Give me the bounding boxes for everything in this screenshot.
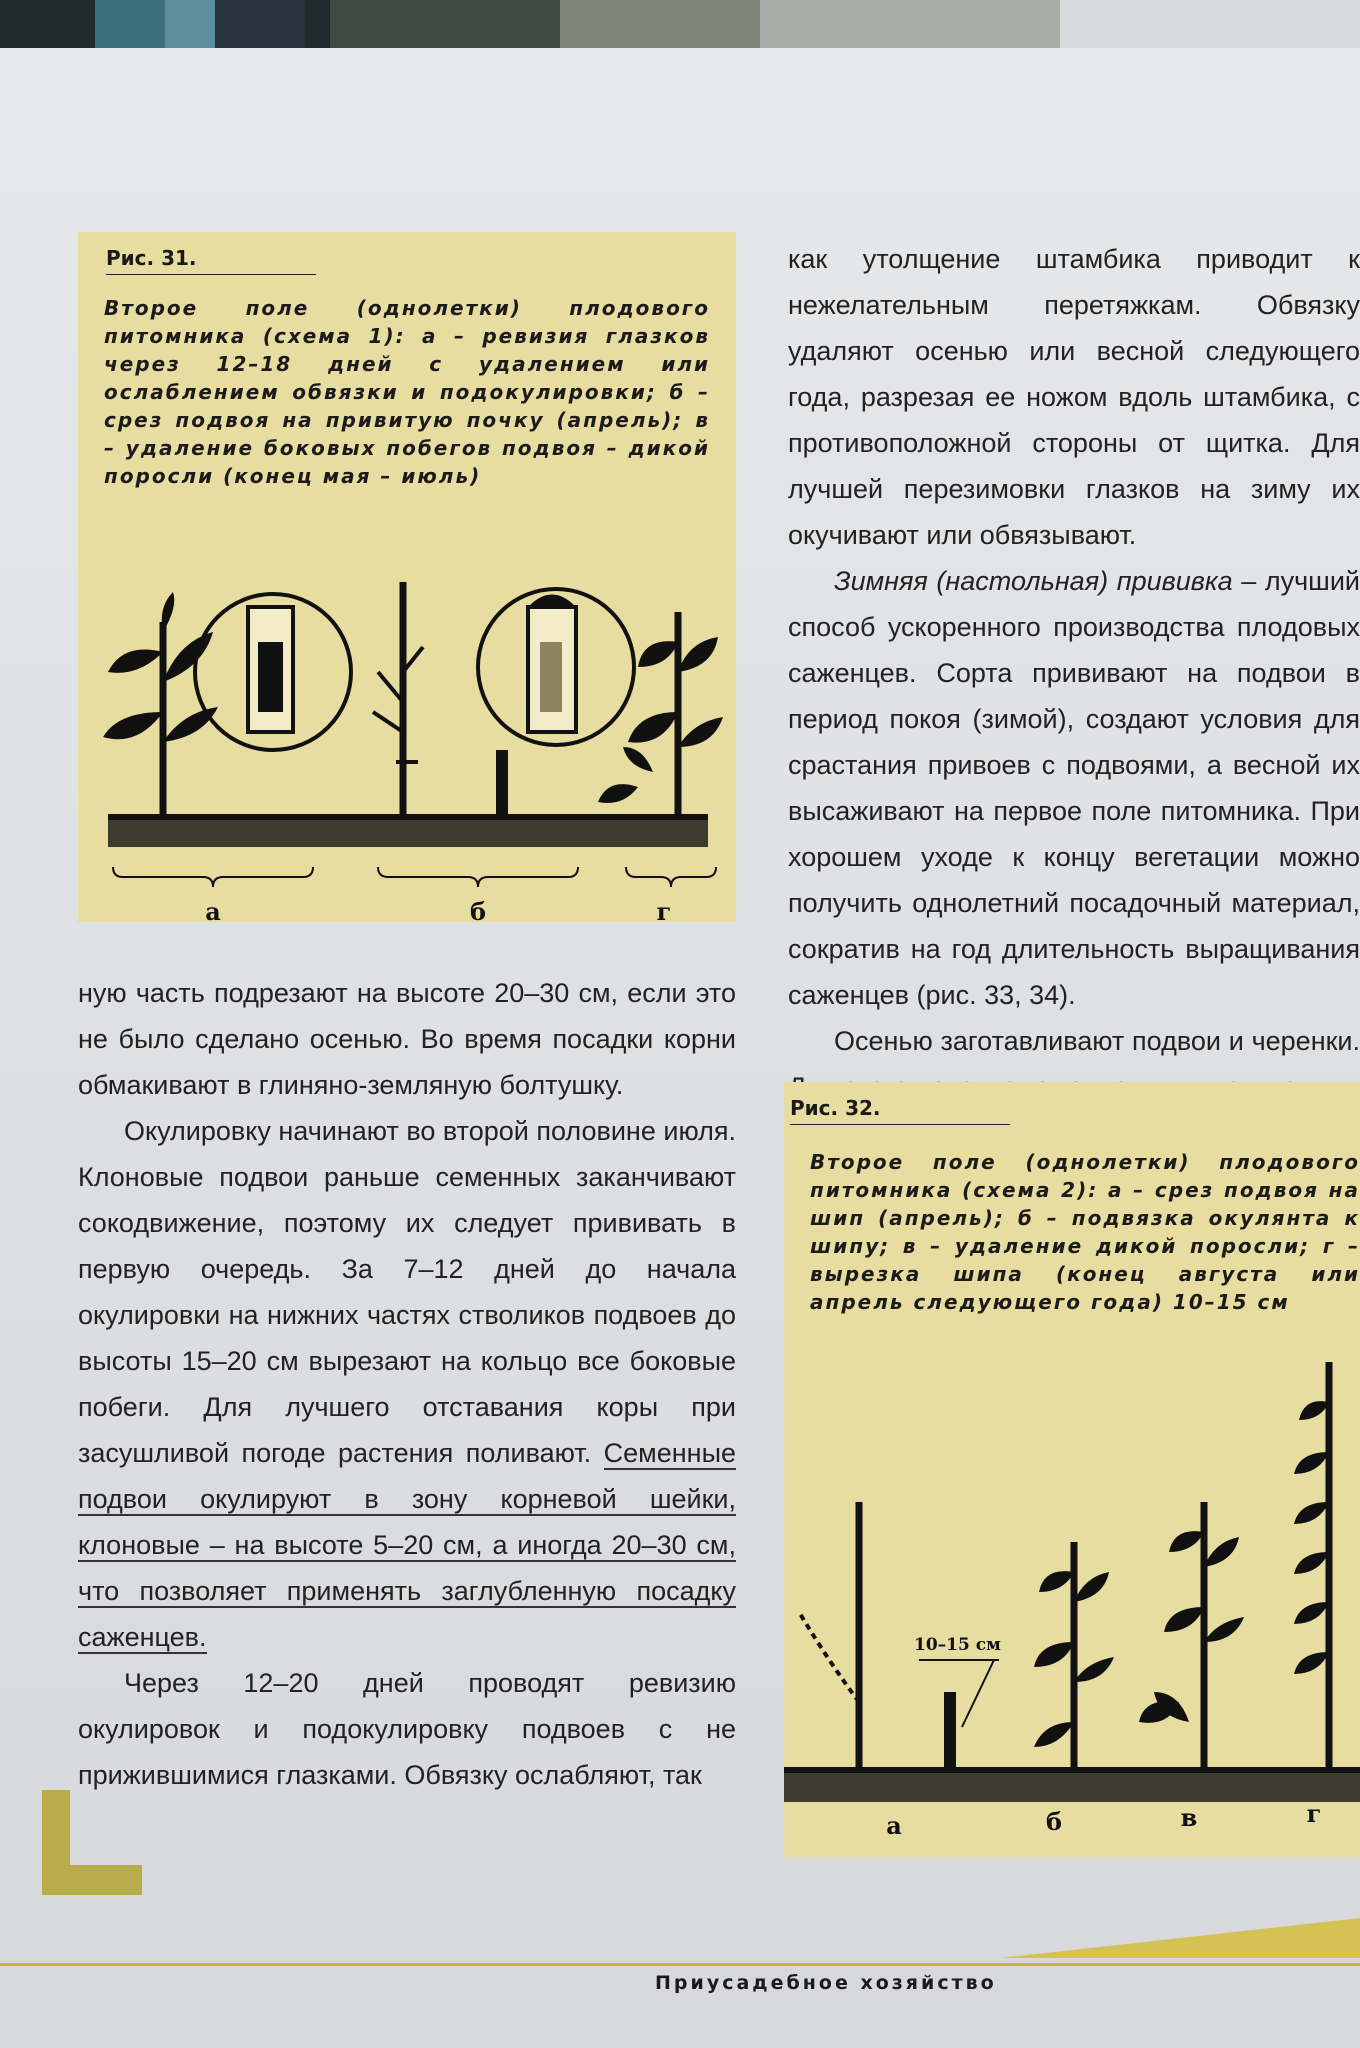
figure-32-measure: 10–15 см [914,1635,1001,1655]
left-paragraph-3: Через 12–20 дней проводят ревизию окулировок и подокулировку подвоев с не прижившимися глазками. Обвязку ослабляют, так [78,1668,736,1790]
figure-32-label-v: в [1180,1803,1198,1832]
figure-32-label-g: г [1306,1799,1322,1828]
right-paragraph-1: как утолщение штамбика приводит к нежелательным перетяжкам. Обвязку удаляют осенью или весной следующего года, разрезая ее ножом вдоль штамбика, с противоположной стороны от щитка. Для лучшей перезимовки глазков на зиму их окучивают или обвязывают. [788,244,1360,550]
figure-31-number: Рис. 31. [106,246,316,275]
right-paragraph-3: Осенью заготавливают подвои и черенки. [834,1026,1360,1056]
left-paragraph-2-underlined: Семенные подвои окулируют в зону корневой шейки, клоновые – на высоте 5–20 см, а иногда 20–30 см, что позволяет применять заглубленную посадку саженцев. [78,1438,736,1652]
figure-32-label-a: а [886,1811,902,1840]
figure-32 [784,1082,1360,1857]
corner-bracket-decoration [42,1790,142,1895]
left-paragraph-2 [78,1108,736,1660]
figure-31 [78,232,736,926]
figure-32-number: Рис. 32. [790,1096,1010,1125]
figure-31-label-b: б [469,897,487,926]
right-paragraph-2-body: – лучший способ ускоренного производства плодовых саженцев. Сорта прививают на подвои в период покоя (зимой), создают условия для срастания привоев с подвоями, а весной их высаживают на первое поле питомника. При хорошем уходе к концу вегетации можно получить однолетний посадочный материал, сократив на год длительность выращивания саженцев (рис. 33, 34). [788,566,1360,1010]
figure-32-illustration [784,1342,1360,1857]
figure-32-caption: Второе поле (однолетки) плодового питомника (схема 2): а – срез подвоя на шип (апрель); б – подвязка окулянта к шипу; в – удаление дикой поросли; г – вырезка шипа (конец августа или апрель следующего года) 10–15 см [810,1150,1360,1314]
figure-31-illustration [78,562,736,926]
right-column-text [788,236,1360,1056]
right-paragraph-2-term: Зимняя (настольная) прививка [834,566,1233,596]
figure-31-label-g: г [656,897,672,926]
left-paragraph-2-body: Окулировку начинают во второй половине июля. Клоновые подвои раньше семенных заканчивают сокодвижение, поэтому их следует прививать в первую очередь. За 7–12 дней до начала окулировки на нижних частях стволиков подвоев до высоты 15–20 см вырезают на кольцо все боковые побеги. Для лучшего отставания коры при засушливой погоде растения поливают. [78,1116,736,1468]
figure-32-label-b: б [1045,1807,1063,1836]
figure-31-caption: Второе поле (однолетки) плодового питомника (схема 1): а – ревизия глазков через 12–18 дней с удалением или ослаблением обвязки и подокулировки; б – срез подвоя на привитую почку (апрель); в – удаление боковых побегов подвоя – дикой поросли (конец мая – июль) [104,296,710,488]
figure-31-label-a: а [205,897,221,926]
running-footer: Приусадебное хозяйство [655,1972,997,1994]
left-column-text [78,970,736,1798]
right-paragraph-2 [788,558,1360,1018]
left-paragraph-1: ную часть подрезают на высоте 20–30 см, если это не было сделано осенью. Во время посадки корни обмакивают в глиняно-земляную болтушку. [78,978,736,1100]
footer-rule [0,1963,1360,1966]
